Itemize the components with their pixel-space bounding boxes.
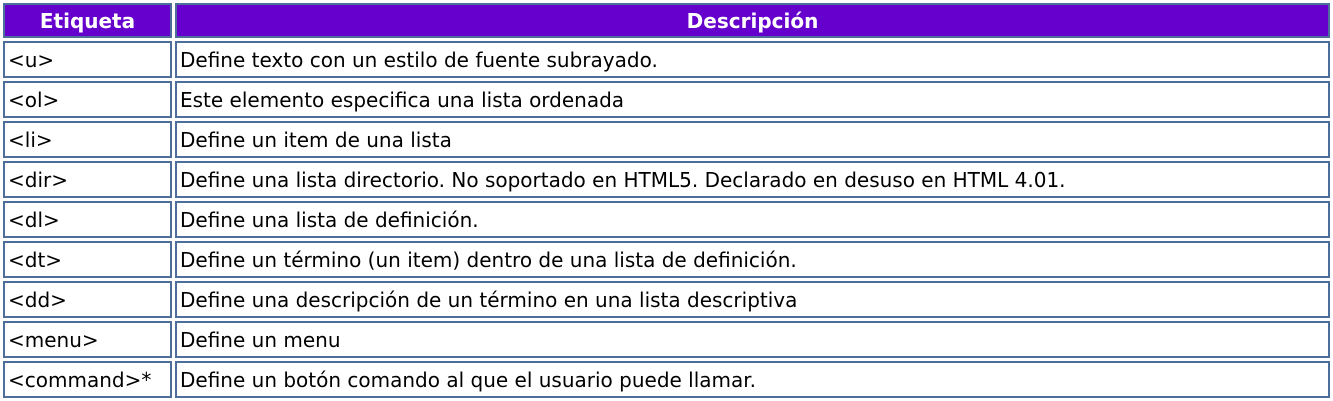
table-row (3, 361, 1330, 398)
description-cell: Define una lista directorio. No soportado en HTML5. Declarado en desuso en HTML 4.01. (175, 161, 1330, 198)
description-cell: Define un término (un item) dentro de una lista de definición. (175, 241, 1330, 278)
tag-cell: <dd> (3, 281, 172, 318)
tag-cell: <u> (3, 41, 172, 78)
table-row (3, 161, 1330, 198)
description-cell: Define un item de una lista (175, 121, 1330, 158)
tag-cell: <command>* (3, 361, 172, 398)
description-cell: Define una descripción de un término en una lista descriptiva (175, 281, 1330, 318)
table-row (3, 81, 1330, 118)
tag-cell: <dl> (3, 201, 172, 238)
description-cell: Este elemento especifica una lista ordenada (175, 81, 1330, 118)
table-row (3, 281, 1330, 318)
description-cell: Define una lista de definición. (175, 201, 1330, 238)
tag-cell: <dt> (3, 241, 172, 278)
header-etiqueta: Etiqueta (3, 3, 172, 38)
table-row (3, 241, 1330, 278)
description-cell: Define un botón comando al que el usuario puede llamar. (175, 361, 1330, 398)
table-row (3, 321, 1330, 358)
table-header-row (3, 3, 1330, 38)
tag-cell: <ol> (3, 81, 172, 118)
description-cell: Define un menu (175, 321, 1330, 358)
tag-cell: <menu> (3, 321, 172, 358)
table-row (3, 121, 1330, 158)
tag-cell: <li> (3, 121, 172, 158)
description-cell: Define texto con un estilo de fuente subrayado. (175, 41, 1330, 78)
table-row (3, 41, 1330, 78)
tag-cell: <dir> (3, 161, 172, 198)
table-row (3, 201, 1330, 238)
header-descripcion: Descripción (175, 3, 1330, 38)
